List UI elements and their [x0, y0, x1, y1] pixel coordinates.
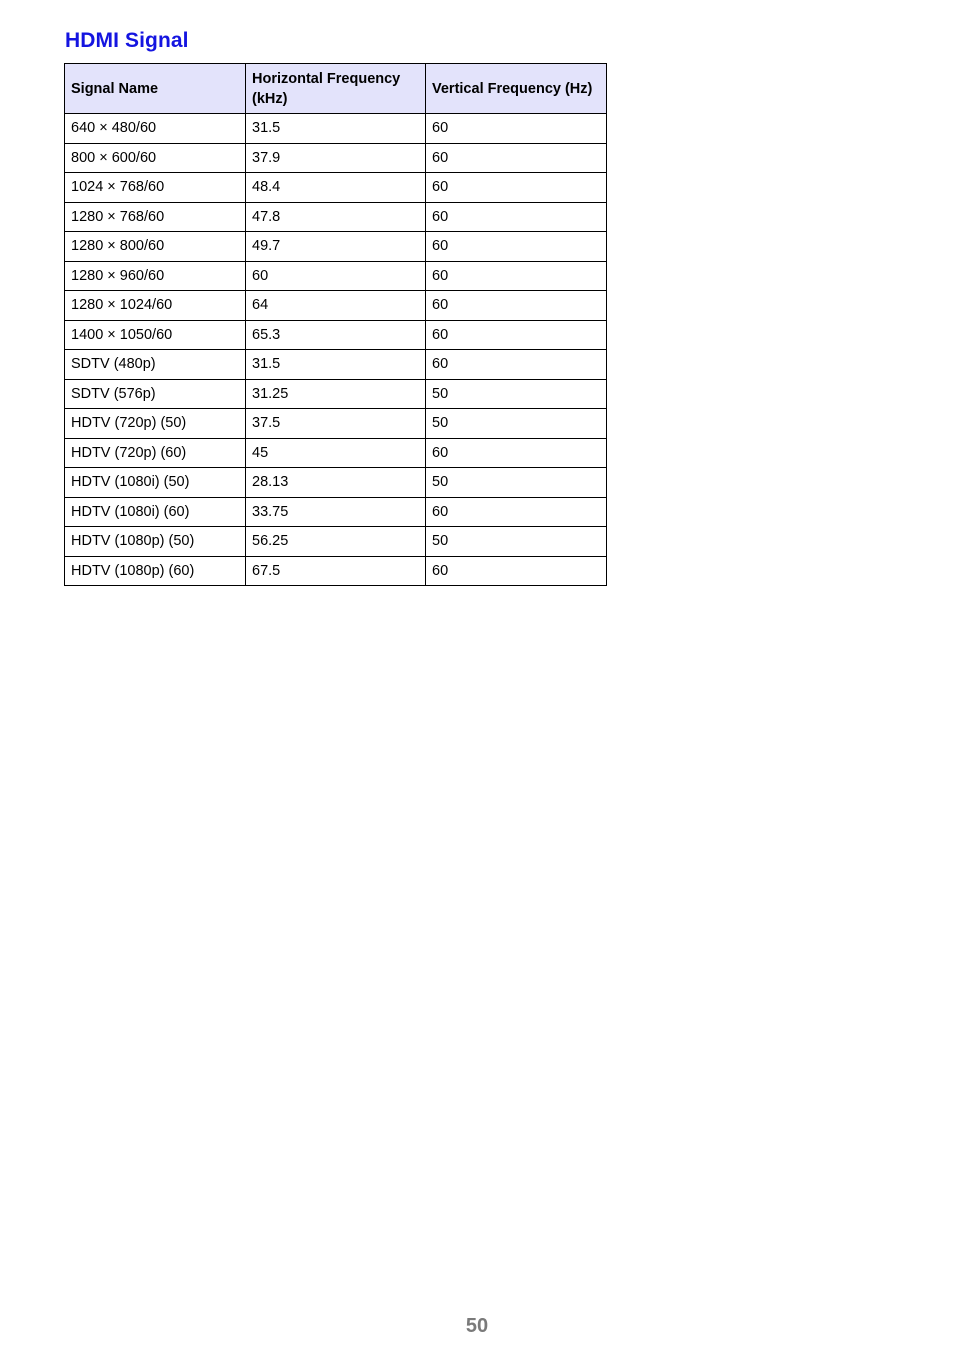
cell-horizontal-frequency: 37.9	[246, 143, 426, 173]
cell-vertical-frequency: 50	[426, 379, 607, 409]
cell-vertical-frequency: 50	[426, 409, 607, 439]
cell-horizontal-frequency: 64	[246, 291, 426, 321]
cell-signal-name: 1280 × 800/60	[65, 232, 246, 262]
cell-vertical-frequency: 50	[426, 527, 607, 557]
table-row	[65, 527, 607, 557]
cell-horizontal-frequency: 31.5	[246, 350, 426, 380]
table-header-row	[65, 64, 607, 114]
table-row	[65, 556, 607, 586]
cell-signal-name: HDTV (1080i) (60)	[65, 497, 246, 527]
table-row	[65, 320, 607, 350]
table-row	[65, 232, 607, 262]
cell-vertical-frequency: 60	[426, 556, 607, 586]
cell-signal-name: SDTV (576p)	[65, 379, 246, 409]
cell-horizontal-frequency: 67.5	[246, 556, 426, 586]
cell-horizontal-frequency: 28.13	[246, 468, 426, 498]
cell-vertical-frequency: 60	[426, 350, 607, 380]
cell-horizontal-frequency: 48.4	[246, 173, 426, 203]
cell-signal-name: HDTV (720p) (60)	[65, 438, 246, 468]
section-title: HDMI Signal	[65, 29, 189, 52]
cell-signal-name: 1280 × 1024/60	[65, 291, 246, 321]
cell-vertical-frequency: 60	[426, 143, 607, 173]
cell-signal-name: 1400 × 1050/60	[65, 320, 246, 350]
cell-horizontal-frequency: 31.25	[246, 379, 426, 409]
page-number: 50	[465, 1315, 489, 1337]
cell-vertical-frequency: 60	[426, 173, 607, 203]
table-row	[65, 202, 607, 232]
cell-horizontal-frequency: 56.25	[246, 527, 426, 557]
cell-horizontal-frequency: 60	[246, 261, 426, 291]
cell-signal-name: 640 × 480/60	[65, 114, 246, 144]
column-header-horizontal-frequency: Horizontal Frequency (kHz)	[246, 64, 426, 114]
table-row	[65, 143, 607, 173]
table-row	[65, 350, 607, 380]
cell-signal-name: HDTV (720p) (50)	[65, 409, 246, 439]
cell-horizontal-frequency: 33.75	[246, 497, 426, 527]
cell-horizontal-frequency: 45	[246, 438, 426, 468]
table-row	[65, 291, 607, 321]
cell-vertical-frequency: 60	[426, 291, 607, 321]
cell-signal-name: HDTV (1080i) (50)	[65, 468, 246, 498]
cell-vertical-frequency: 60	[426, 320, 607, 350]
cell-vertical-frequency: 60	[426, 438, 607, 468]
cell-horizontal-frequency: 37.5	[246, 409, 426, 439]
cell-signal-name: HDTV (1080p) (60)	[65, 556, 246, 586]
cell-horizontal-frequency: 47.8	[246, 202, 426, 232]
cell-signal-name: 1280 × 768/60	[65, 202, 246, 232]
cell-signal-name: SDTV (480p)	[65, 350, 246, 380]
table-row	[65, 409, 607, 439]
cell-vertical-frequency: 50	[426, 468, 607, 498]
table-body	[65, 114, 607, 586]
table-row	[65, 173, 607, 203]
cell-horizontal-frequency: 31.5	[246, 114, 426, 144]
table-row	[65, 438, 607, 468]
cell-vertical-frequency: 60	[426, 497, 607, 527]
cell-vertical-frequency: 60	[426, 261, 607, 291]
table-row	[65, 114, 607, 144]
table-row	[65, 497, 607, 527]
hdmi-signal-table	[64, 63, 607, 586]
table-row	[65, 379, 607, 409]
table-row	[65, 261, 607, 291]
cell-signal-name: HDTV (1080p) (50)	[65, 527, 246, 557]
table-row	[65, 468, 607, 498]
cell-signal-name: 800 × 600/60	[65, 143, 246, 173]
cell-signal-name: 1280 × 960/60	[65, 261, 246, 291]
column-header-signal-name: Signal Name	[65, 64, 246, 114]
cell-signal-name: 1024 × 768/60	[65, 173, 246, 203]
cell-vertical-frequency: 60	[426, 114, 607, 144]
cell-vertical-frequency: 60	[426, 232, 607, 262]
cell-horizontal-frequency: 49.7	[246, 232, 426, 262]
cell-horizontal-frequency: 65.3	[246, 320, 426, 350]
cell-vertical-frequency: 60	[426, 202, 607, 232]
column-header-vertical-frequency: Vertical Frequency (Hz)	[426, 64, 607, 114]
